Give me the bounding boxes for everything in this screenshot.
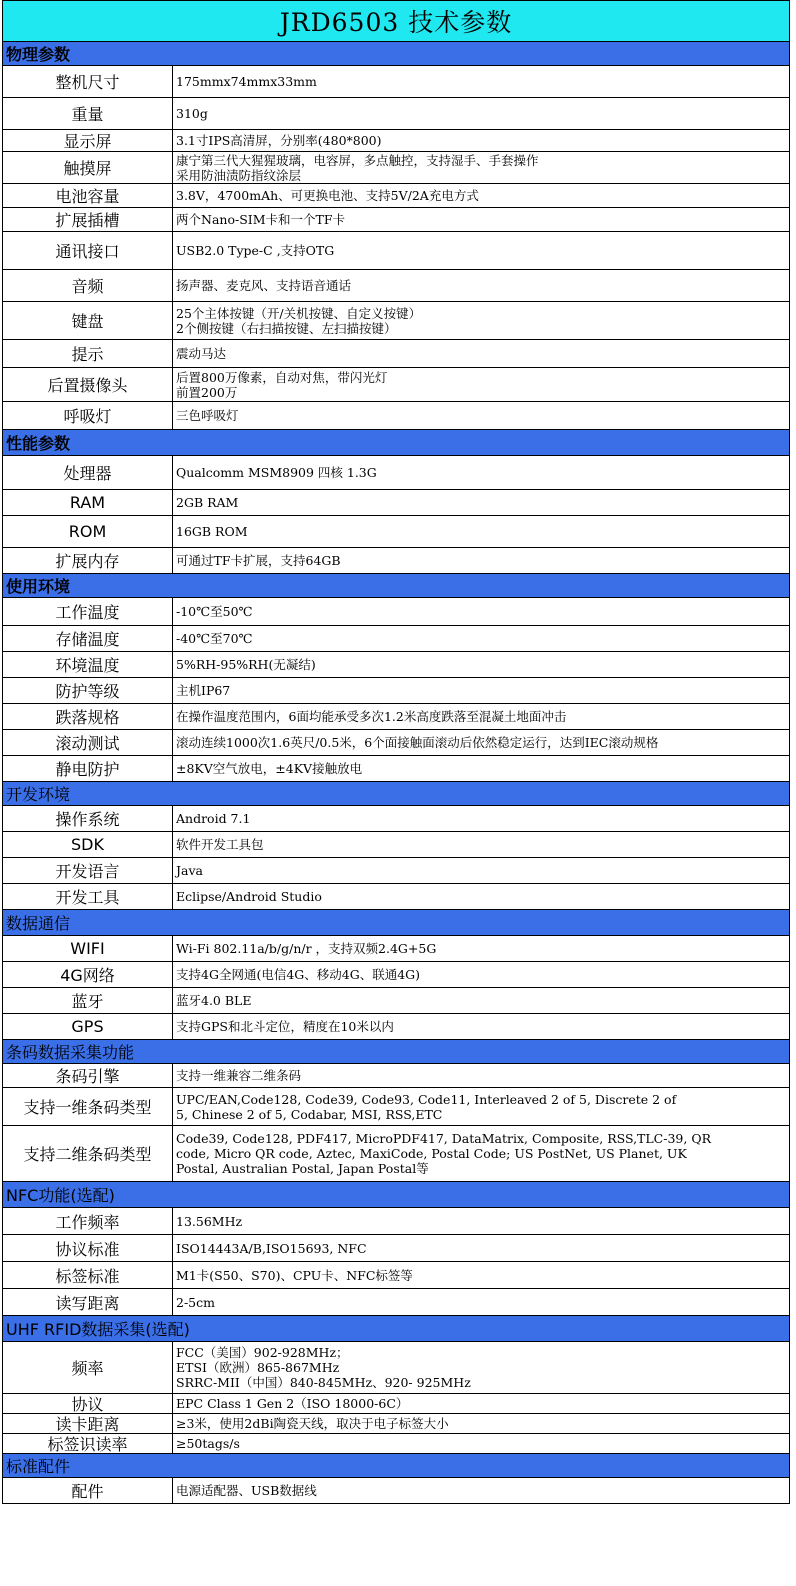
row-label: ROM <box>3 516 173 547</box>
value-line: Android 7.1 <box>176 811 251 826</box>
row-value <box>173 1434 789 1453</box>
value-line: 310g <box>176 106 208 121</box>
row-label: 蓝牙 <box>3 988 173 1013</box>
row-value <box>173 1342 789 1393</box>
row-label: 处理器 <box>3 456 173 489</box>
value-line: 2个侧按键（右扫描按键、左扫描按键） <box>176 320 397 336</box>
table-row <box>3 1262 789 1289</box>
row-label: RAM <box>3 490 173 515</box>
value-line: code, Micro QR code, Aztec, MaxiCode, Postal Code; US PostNet, US Planet, UK <box>176 1146 687 1161</box>
row-label: 支持二维条码类型 <box>3 1126 173 1181</box>
table-row <box>3 302 789 340</box>
table-row <box>3 1394 789 1414</box>
row-value <box>173 1414 789 1433</box>
table-row <box>3 548 789 574</box>
row-value <box>173 756 789 781</box>
value-line: Postal, Australian Postal, Japan Postal等 <box>176 1161 429 1176</box>
value-line: FCC（美国）902-928MHz； <box>176 1345 349 1360</box>
value-line: EPC Class 1 Gen 2（ISO 18000-6C） <box>176 1396 409 1411</box>
row-label: 开发工具 <box>3 884 173 909</box>
row-value <box>173 1478 789 1503</box>
row-label: 操作系统 <box>3 806 173 831</box>
row-label: 频率 <box>3 1342 173 1393</box>
value-line: Qualcomm MSM8909 四核 1.3G <box>176 465 377 480</box>
value-line: 扬声器、麦克风、支持语音通话 <box>176 278 352 293</box>
table-row <box>3 402 789 430</box>
row-value <box>173 270 789 301</box>
row-value <box>173 652 789 677</box>
table-row <box>3 962 789 988</box>
value-line: USB2.0 Type-C ,支持OTG <box>176 243 335 258</box>
table-row <box>3 1414 789 1434</box>
row-label: 防护等级 <box>3 678 173 703</box>
row-value <box>173 1208 789 1234</box>
row-value <box>173 368 789 401</box>
table-row <box>3 1126 789 1182</box>
row-value <box>173 548 789 573</box>
table-row <box>3 208 789 232</box>
row-label: SDK <box>3 832 173 857</box>
value-line: 2GB RAM <box>176 495 239 510</box>
row-label: 读写距离 <box>3 1289 173 1315</box>
table-row <box>3 756 789 782</box>
row-value <box>173 884 789 909</box>
section-header: 性能参数 <box>3 430 789 456</box>
spec-sheet <box>2 0 790 1504</box>
row-label: 支持一维条码类型 <box>3 1088 173 1125</box>
table-row <box>3 340 789 368</box>
row-value <box>173 340 789 367</box>
row-label: 开发语言 <box>3 858 173 883</box>
row-label: WIFI <box>3 936 173 961</box>
section-header: 开发环境 <box>3 782 789 806</box>
table-row <box>3 884 789 910</box>
value-line: 5, Chinese 2 of 5, Codabar, MSI, RSS,ETC <box>176 1106 443 1122</box>
value-line: 25个主体按键（开/关机按键、自定义按键） <box>176 305 422 321</box>
table-row <box>3 516 789 548</box>
value-line: 蓝牙4.0 BLE <box>176 993 252 1008</box>
value-line: 3.1寸IPS高清屏，分别率(480*800) <box>176 133 382 148</box>
row-label: 协议 <box>3 1394 173 1413</box>
row-value <box>173 130 789 151</box>
value-line: 在操作温度范围内，6面均能承受多次1.2米高度跌落至混凝土地面冲击 <box>176 709 567 724</box>
row-value <box>173 402 789 429</box>
row-label: 条码引擎 <box>3 1064 173 1087</box>
value-line: Code39, Code128, PDF417, MicroPDF417, DataMatrix, Composite, RSS,TLC-39, QR <box>176 1131 711 1146</box>
value-line: ETSI（欧洲）865-867MHz <box>176 1360 340 1375</box>
table-row <box>3 270 789 302</box>
table-row <box>3 858 789 884</box>
value-line: 后置800万像素，自动对焦，带闪光灯 <box>176 369 388 385</box>
table-row <box>3 456 789 490</box>
section-header: 数据通信 <box>3 910 789 936</box>
value-line: -40℃至70℃ <box>176 631 253 646</box>
row-value <box>173 1394 789 1413</box>
row-value <box>173 152 789 183</box>
value-line: 前置200万 <box>176 384 238 400</box>
table-row <box>3 1289 789 1316</box>
row-label: 工作频率 <box>3 1208 173 1234</box>
row-value <box>173 678 789 703</box>
table-row <box>3 98 789 130</box>
value-line: 3.8V，4700mAh、可更换电池、支持5V/2A充电方式 <box>176 188 479 203</box>
row-label: 整机尺寸 <box>3 66 173 97</box>
value-line: 主机IP67 <box>176 683 231 698</box>
table-row <box>3 152 789 184</box>
row-value <box>173 704 789 729</box>
value-line: 震动马达 <box>176 346 227 361</box>
row-value <box>173 232 789 269</box>
row-value <box>173 208 789 231</box>
table-row <box>3 598 789 626</box>
table-row <box>3 368 789 402</box>
value-line: ≥50tags/s <box>176 1436 240 1451</box>
section-header: 条码数据采集功能 <box>3 1040 789 1064</box>
value-line: 支持一维兼容二维条码 <box>176 1068 302 1083</box>
value-line: M1卡(S50、S70)、CPU卡、NFC标签等 <box>176 1267 413 1283</box>
value-line: 16GB ROM <box>176 524 248 539</box>
page-title: JRD6503 技术参数 <box>3 0 789 42</box>
value-line: Wi-Fi 802.11a/b/g/n/r ，支持双频2.4G+5G <box>176 941 437 956</box>
value-line: 软件开发工具包 <box>176 837 264 852</box>
row-value <box>173 66 789 97</box>
row-value <box>173 456 789 489</box>
row-value <box>173 1126 789 1181</box>
value-line: 175mmx74mmx33mm <box>176 74 317 89</box>
row-label: 扩展插槽 <box>3 208 173 231</box>
section-header: UHF RFID数据采集(选配) <box>3 1316 789 1342</box>
spec-table <box>3 42 789 1504</box>
value-line: 电源适配器、USB数据线 <box>176 1483 317 1498</box>
section-header: NFC功能(选配) <box>3 1182 789 1208</box>
table-row <box>3 1014 789 1040</box>
row-value <box>173 988 789 1013</box>
row-value <box>173 1289 789 1315</box>
value-line: 滚动连续1000次1.6英尺/0.5米，6个面接触面滚动后依然稳定运行，达到IEC滚动规格 <box>176 735 659 750</box>
table-row <box>3 490 789 516</box>
row-label: 提示 <box>3 340 173 367</box>
row-value <box>173 832 789 857</box>
row-label: 跌落规格 <box>3 704 173 729</box>
value-line: 可通过TF卡扩展，支持64GB <box>176 553 341 568</box>
row-label: 标签标准 <box>3 1262 173 1288</box>
table-row <box>3 730 789 756</box>
value-line: UPC/EAN,Code128, Code39, Code93, Code11, Interleaved 2 of 5, Discrete 2 of <box>176 1091 677 1107</box>
row-value <box>173 806 789 831</box>
row-value <box>173 1088 789 1125</box>
row-label: 通讯接口 <box>3 232 173 269</box>
table-row <box>3 652 789 678</box>
row-label: 配件 <box>3 1478 173 1503</box>
table-row <box>3 130 789 152</box>
value-line: -10℃至50℃ <box>176 604 253 619</box>
row-value <box>173 1235 789 1261</box>
row-value <box>173 962 789 987</box>
value-line: 采用防油渍防指纹涂层 <box>176 167 302 183</box>
row-value <box>173 598 789 625</box>
table-row <box>3 832 789 858</box>
row-label: 后置摄像头 <box>3 368 173 401</box>
row-label: GPS <box>3 1014 173 1039</box>
value-line: ±8KV空气放电，±4KV接触放电 <box>176 761 363 776</box>
value-line: 5%RH-95%RH(无凝结) <box>176 657 316 672</box>
row-label: 工作温度 <box>3 598 173 625</box>
row-value <box>173 936 789 961</box>
row-label: 4G网络 <box>3 962 173 987</box>
value-line: ≥3米，使用2dBi陶瓷天线，取决于电子标签大小 <box>176 1416 449 1431</box>
table-row <box>3 988 789 1014</box>
row-label: 键盘 <box>3 302 173 339</box>
row-value <box>173 516 789 547</box>
table-row <box>3 678 789 704</box>
row-label: 环境温度 <box>3 652 173 677</box>
table-row <box>3 1434 789 1454</box>
table-row <box>3 626 789 652</box>
row-label: 静电防护 <box>3 756 173 781</box>
value-line: 13.56MHz <box>176 1213 243 1229</box>
table-row <box>3 936 789 962</box>
table-row <box>3 806 789 832</box>
row-label: 触摸屏 <box>3 152 173 183</box>
row-label: 显示屏 <box>3 130 173 151</box>
table-row <box>3 1088 789 1126</box>
row-label: 存储温度 <box>3 626 173 651</box>
row-value <box>173 1262 789 1288</box>
row-value <box>173 858 789 883</box>
row-value <box>173 302 789 339</box>
row-value <box>173 730 789 755</box>
row-label: 协议标准 <box>3 1235 173 1261</box>
value-line: SRRC-MII（中国）840-845MHz、920- 925MHz <box>176 1375 471 1390</box>
section-header: 物理参数 <box>3 42 789 66</box>
table-row <box>3 184 789 208</box>
value-line: 两个Nano-SIM卡和一个TF卡 <box>176 212 346 227</box>
table-row <box>3 232 789 270</box>
row-value <box>173 626 789 651</box>
value-line: Eclipse/Android Studio <box>176 889 322 904</box>
table-row <box>3 1064 789 1088</box>
section-header: 标准配件 <box>3 1454 789 1478</box>
table-row <box>3 1208 789 1235</box>
value-line: ISO14443A/B,ISO15693, NFC <box>176 1240 367 1256</box>
value-line: 三色呼吸灯 <box>176 408 239 423</box>
value-line: 康宁第三代大猩猩玻璃，电容屏，多点触控，支持湿手、手套操作 <box>176 152 539 168</box>
value-line: Java <box>176 863 203 878</box>
value-line: 2-5cm <box>176 1294 215 1310</box>
row-value <box>173 490 789 515</box>
table-row <box>3 1478 789 1504</box>
row-value <box>173 98 789 129</box>
row-label: 呼吸灯 <box>3 402 173 429</box>
row-label: 滚动测试 <box>3 730 173 755</box>
table-row <box>3 1342 789 1394</box>
row-value <box>173 1064 789 1087</box>
value-line: 支持4G全网通(电信4G、移动4G、联通4G) <box>176 967 421 982</box>
row-value <box>173 1014 789 1039</box>
row-label: 音频 <box>3 270 173 301</box>
row-label: 重量 <box>3 98 173 129</box>
table-row <box>3 704 789 730</box>
row-label: 电池容量 <box>3 184 173 207</box>
table-row <box>3 66 789 98</box>
row-label: 读卡距离 <box>3 1414 173 1433</box>
row-value <box>173 184 789 207</box>
section-header: 使用环境 <box>3 574 789 598</box>
table-row <box>3 1235 789 1262</box>
row-label: 标签识读率 <box>3 1434 173 1453</box>
value-line: 支持GPS和北斗定位，精度在10米以内 <box>176 1019 394 1034</box>
row-label: 扩展内存 <box>3 548 173 573</box>
